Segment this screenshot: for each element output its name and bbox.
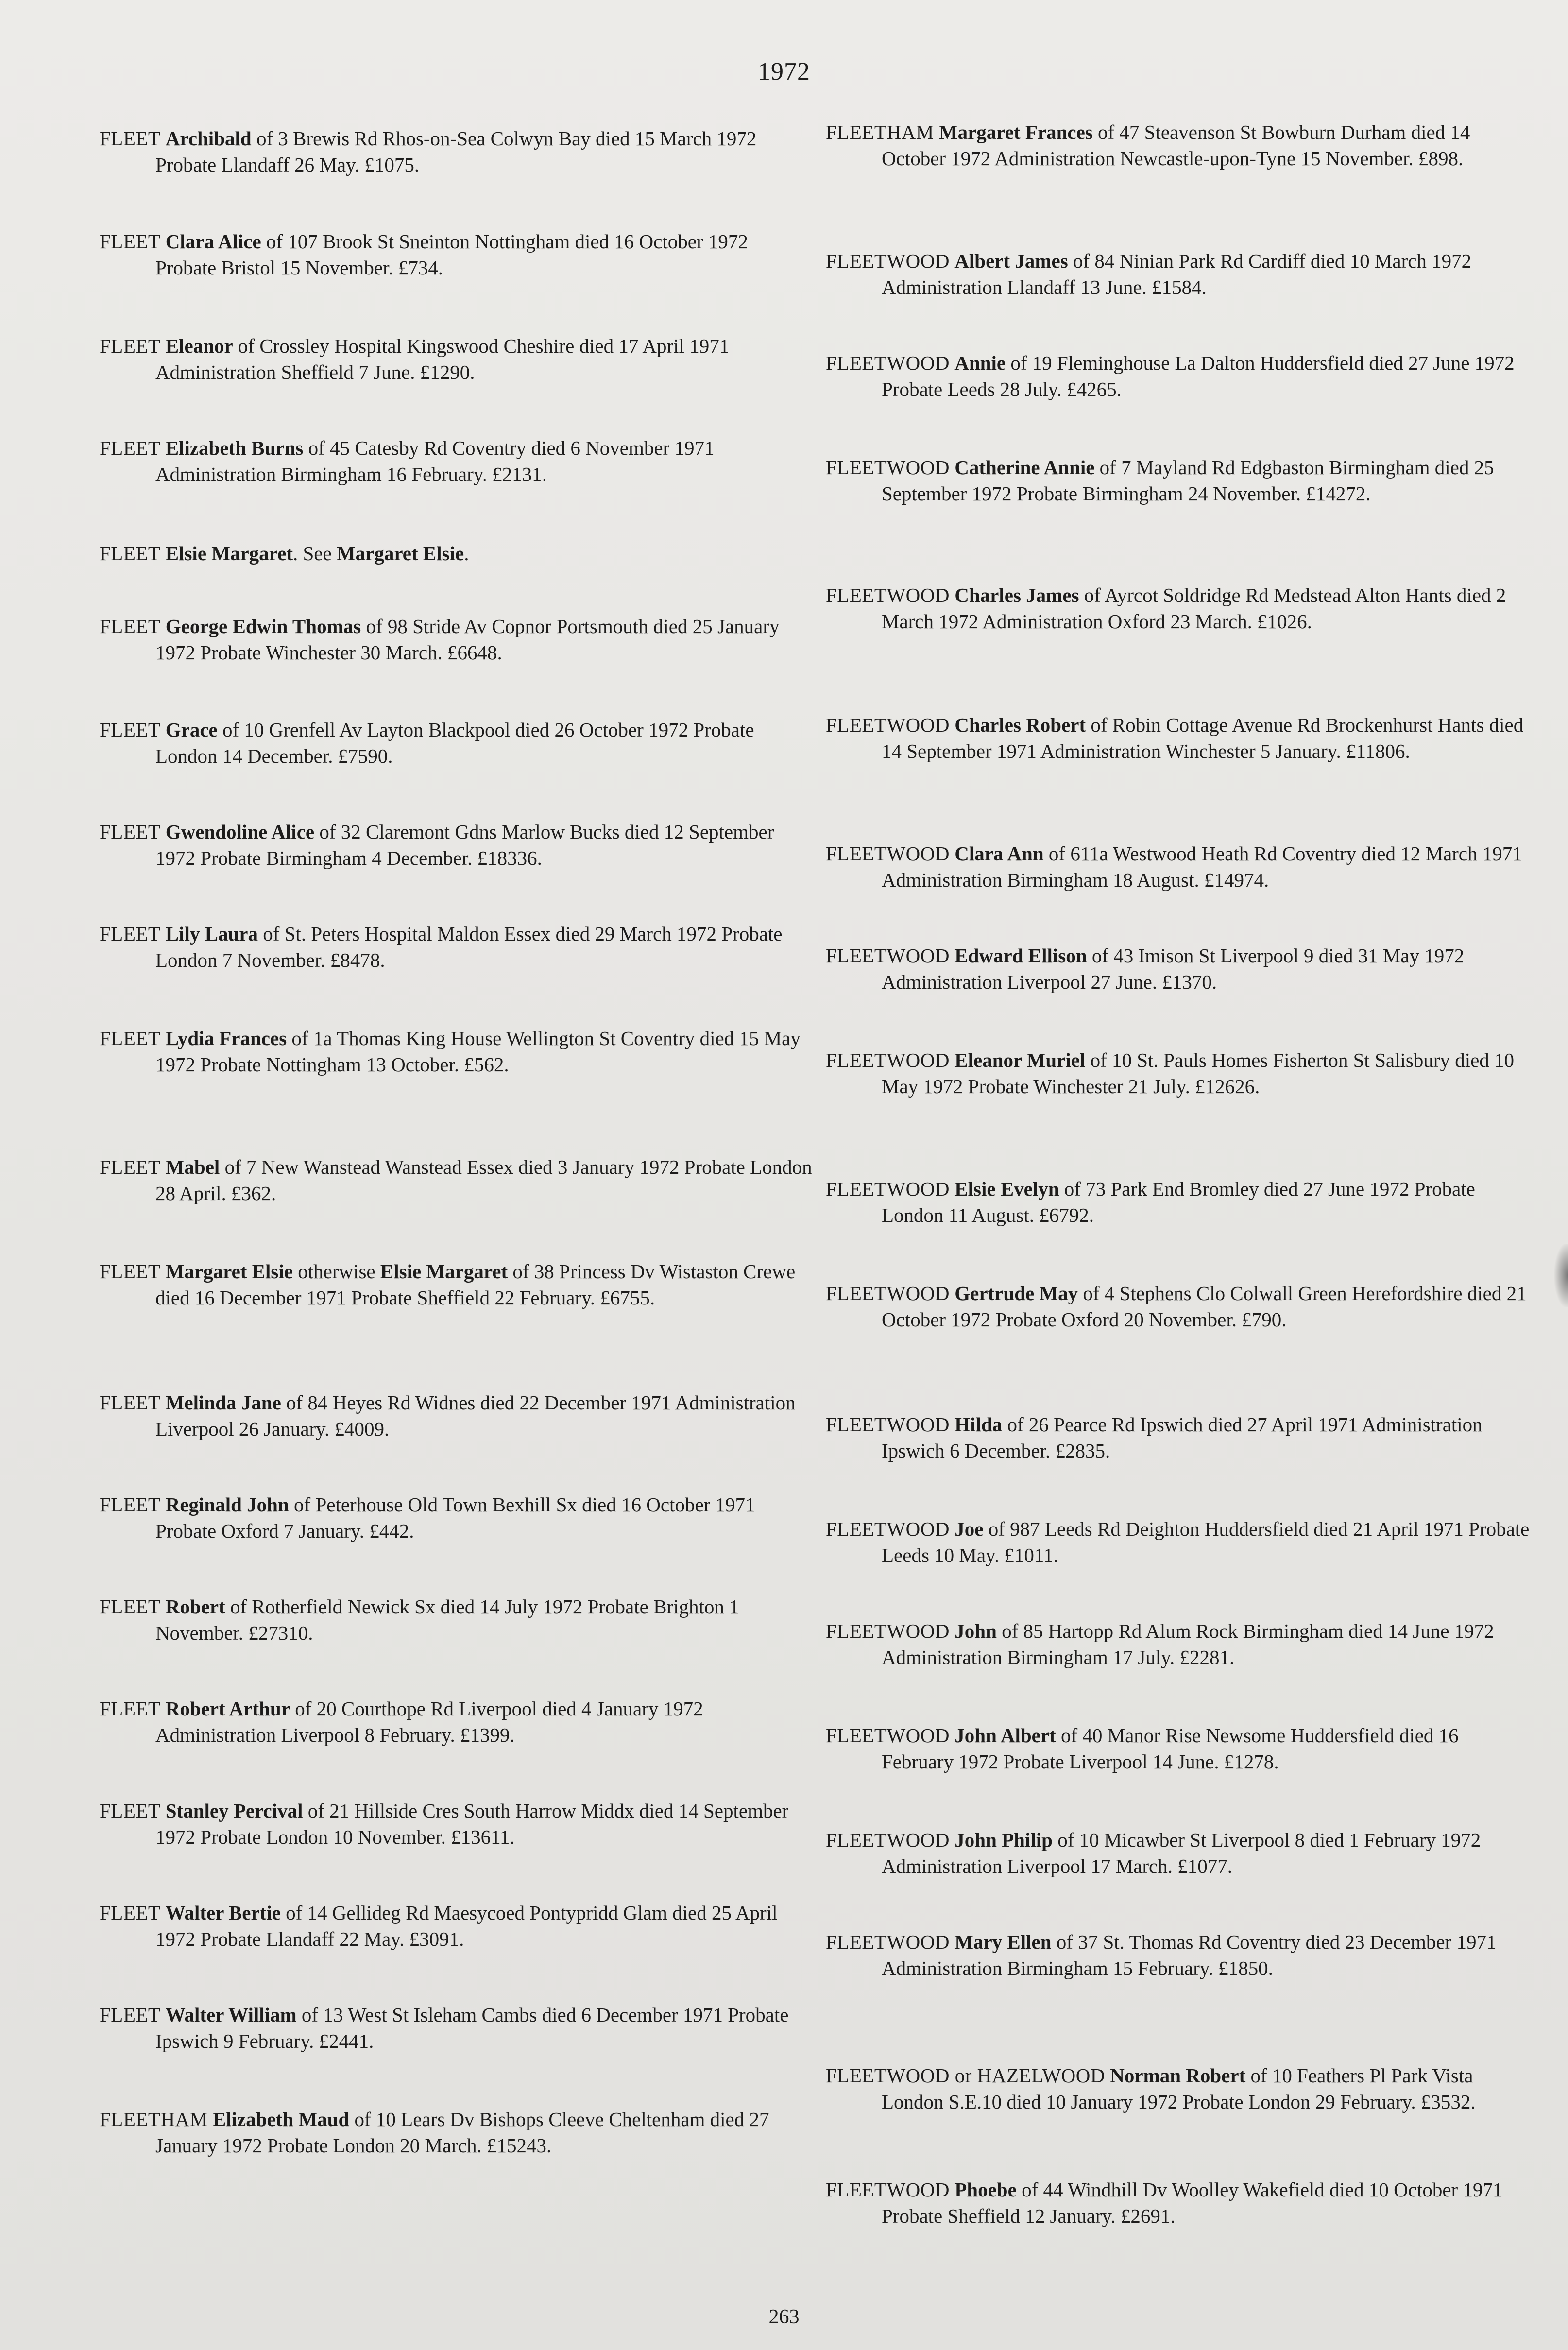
entry-given-names: Charles Robert xyxy=(954,714,1086,736)
probate-entry xyxy=(826,1827,1530,1879)
entry-details: of 611a Westwood Heath Rd Coventry died 12 March 1971 Administration Birmingham 18 August. £14974. xyxy=(882,842,1522,891)
entry-text xyxy=(826,119,1530,172)
entry-surname: FLEET xyxy=(100,2004,161,2026)
entry-details: of 987 Leeds Rd Deighton Huddersfield died 21 April 1971 Probate Leeds 10 May. £1011. xyxy=(882,1518,1530,1566)
probate-entry xyxy=(826,712,1530,764)
entry-text xyxy=(826,350,1530,402)
entry-surname: FLEET xyxy=(100,1260,161,1283)
entry-text xyxy=(100,1492,814,1544)
probate-entry xyxy=(826,1516,1530,1568)
entry-given-names: Walter Bertie xyxy=(165,1902,281,1924)
entry-surname: FLEET xyxy=(100,615,161,637)
entry-surname: FLEETWOOD xyxy=(826,1413,950,1436)
entry-given-names: Elsie Evelyn xyxy=(954,1178,1059,1200)
entry-details: of Robin Cottage Avenue Rd Brockenhurst Hants died 14 September 1971 Administration Winchester 5 January. £11806. xyxy=(882,714,1524,762)
entry-surname: FLEET xyxy=(100,923,161,945)
entry-given-names: John xyxy=(954,1620,997,1642)
entry-text xyxy=(826,2062,1530,2115)
probate-entry xyxy=(826,350,1530,402)
entry-surname: FLEETWOOD xyxy=(826,250,950,272)
entry-given-names: John Albert xyxy=(954,1724,1056,1747)
entry-given-names: Edward Ellison xyxy=(954,944,1087,967)
entry-details-tail: of 38 Princess Dv Wistaston Crewe died 16 December 1971 Probate Sheffield 22 February. £6755. xyxy=(155,1260,796,1309)
probate-entry xyxy=(826,841,1530,893)
entry-details: of 47 Steavenson St Bowburn Durham died 14 October 1972 Administration Newcastle-upon-Tyne 15 November. £898. xyxy=(882,121,1470,170)
probate-entry xyxy=(100,1798,814,1850)
entry-given-names: Annie xyxy=(954,352,1006,374)
entry-details: of 13 West St Isleham Cambs died 6 December 1971 Probate Ipswich 9 February. £2441. xyxy=(155,2004,789,2052)
entry-given-names: Charles James xyxy=(954,584,1079,606)
probate-entry xyxy=(100,613,814,666)
entry-text xyxy=(100,1798,814,1850)
entry-surname: FLEET xyxy=(100,542,161,565)
entry-text xyxy=(100,1025,814,1078)
entry-text xyxy=(100,2002,814,2054)
entry-text xyxy=(826,1047,1530,1099)
entry-surname: FLEETWOOD xyxy=(826,352,950,374)
entry-text xyxy=(826,1827,1530,1879)
entry-given-names: Gwendoline Alice xyxy=(165,821,315,843)
entry-given-names: Gertrude May xyxy=(954,1282,1078,1304)
entry-text xyxy=(826,1411,1530,1464)
probate-entry xyxy=(826,943,1530,995)
entry-surname: FLEETWOOD xyxy=(826,1178,950,1200)
entry-given-names: Reginald John xyxy=(165,1493,289,1516)
entry-surname: FLEET xyxy=(100,335,161,357)
entry-details: of 7 New Wanstead Wanstead Essex died 3 January 1972 Probate London 28 April. £362. xyxy=(155,1156,812,1204)
entry-surname: FLEETWOOD xyxy=(826,1282,950,1304)
entry-surname: FLEETWOOD xyxy=(826,1049,950,1071)
probate-entry xyxy=(100,1025,814,1078)
entry-surname: FLEET xyxy=(100,1698,161,1720)
entry-text xyxy=(826,1722,1530,1775)
entry-given-names: Norman Robert xyxy=(1110,2064,1246,2087)
entry-details: of 85 Hartopp Rd Alum Rock Birmingham died 14 June 1972 Administration Birmingham 17 July. £2281. xyxy=(882,1620,1494,1668)
entry-details: of 20 Courthope Rd Liverpool died 4 January 1972 Administration Liverpool 8 February. £1399. xyxy=(155,1698,703,1746)
entry-text xyxy=(100,228,814,281)
entry-text xyxy=(826,943,1530,995)
entry-cross-reference: Margaret Elsie xyxy=(336,542,464,565)
entry-text xyxy=(100,1154,814,1206)
entry-details: of 84 Heyes Rd Widnes died 22 December 1971 Administration Liverpool 26 January. £4009. xyxy=(155,1391,796,1440)
entry-surname: FLEETWOOD xyxy=(826,1931,950,1953)
entry-given-names: Margaret Elsie xyxy=(165,1260,293,1283)
entry-details: of 7 Mayland Rd Edgbaston Birmingham died 25 September 1972 Probate Birmingham 24 November. £14272. xyxy=(882,456,1494,505)
entry-given-names: Margaret Frances xyxy=(938,121,1093,143)
probate-entry xyxy=(826,1722,1530,1775)
entry-given-names: Elizabeth Burns xyxy=(165,437,304,459)
entry-text xyxy=(826,248,1530,300)
page-number: 263 xyxy=(768,2306,800,2328)
probate-entry xyxy=(100,1389,814,1442)
entry-given-names: Mabel xyxy=(165,1156,220,1178)
entry-given-names: Catherine Annie xyxy=(954,456,1095,479)
entry-details: of 44 Windhill Dv Woolley Wakefield died 10 October 1971 Probate Sheffield 12 January. £2691. xyxy=(882,2178,1503,2227)
entry-details: . See xyxy=(292,542,337,565)
entry-given-names: Grace xyxy=(165,719,218,741)
entry-details: of 1a Thomas King House Wellington St Coventry died 15 May 1972 Probate Nottingham 13 October. £562. xyxy=(155,1027,801,1076)
entry-surname: FLEETWOOD or HAZELWOOD xyxy=(826,2064,1105,2087)
entry-details: of 32 Claremont Gdns Marlow Bucks died 12 September 1972 Probate Birmingham 4 December. £18336. xyxy=(155,821,774,869)
entry-given-names: Robert Arthur xyxy=(165,1698,290,1720)
entry-details: of Crossley Hospital Kingswood Cheshire died 17 April 1971 Administration Sheffield 7 June. £1290. xyxy=(155,335,730,383)
entry-text xyxy=(100,1696,814,1748)
entry-details: of Peterhouse Old Town Bexhill Sx died 16 October 1971 Probate Oxford 7 January. £442. xyxy=(155,1493,755,1542)
entry-details: of 19 Fleminghouse La Dalton Huddersfield died 27 June 1972 Probate Leeds 28 July. £4265. xyxy=(882,352,1515,400)
entry-given-names: Lily Laura xyxy=(165,923,258,945)
entry-given-names: John Philip xyxy=(954,1829,1053,1851)
entry-text xyxy=(100,1258,814,1311)
entry-surname: FLEETWOOD xyxy=(826,1724,950,1747)
entry-surname: FLEET xyxy=(100,1800,161,1822)
probate-entry xyxy=(100,1258,814,1311)
page-edge-shadow xyxy=(1554,1244,1568,1307)
entry-surname: FLEETWOOD xyxy=(826,1620,950,1642)
entry-cross-reference: Elsie Margaret xyxy=(380,1260,508,1283)
probate-entry xyxy=(100,1900,814,1952)
entry-surname: FLEET xyxy=(100,230,161,253)
probate-entry xyxy=(100,2106,814,2159)
entry-surname: FLEET xyxy=(100,1027,161,1049)
entry-given-names: Elsie Margaret xyxy=(165,542,293,565)
entry-surname: FLEET xyxy=(100,437,161,459)
entry-surname: FLEETWOOD xyxy=(826,714,950,736)
entry-given-names: George Edwin Thomas xyxy=(165,615,361,637)
entry-text xyxy=(826,1176,1530,1228)
probate-entry xyxy=(826,1618,1530,1670)
entry-given-names: Phoebe xyxy=(954,2178,1017,2201)
entry-text xyxy=(826,1280,1530,1333)
entry-given-names: Lydia Frances xyxy=(165,1027,287,1049)
entry-text xyxy=(826,841,1530,893)
entry-text xyxy=(100,613,814,666)
entry-surname: FLEET xyxy=(100,1156,161,1178)
probate-entry xyxy=(100,1154,814,1206)
probate-entry xyxy=(826,1929,1530,1981)
entry-surname: FLEETWOOD xyxy=(826,584,950,606)
entry-surname: FLEETWOOD xyxy=(826,456,950,479)
entry-text xyxy=(100,1900,814,1952)
entry-surname: FLEET xyxy=(100,1391,161,1414)
entry-given-names: Mary Ellen xyxy=(954,1931,1052,1953)
entry-details: of Rotherfield Newick Sx died 14 July 1972 Probate Brighton 1 November. £27310. xyxy=(155,1595,739,1644)
entry-text xyxy=(100,717,814,769)
entry-details: of 84 Ninian Park Rd Cardiff died 10 March 1972 Administration Llandaff 13 June. £1584. xyxy=(882,250,1472,298)
entry-surname: FLEET xyxy=(100,821,161,843)
entry-surname: FLEETWOOD xyxy=(826,842,950,865)
probate-entry xyxy=(826,1280,1530,1333)
entry-text xyxy=(100,540,814,566)
entry-details: of 40 Manor Rise Newsome Huddersfield died 16 February 1972 Probate Liverpool 14 June. £1278. xyxy=(882,1724,1459,1773)
entry-given-names: Albert James xyxy=(954,250,1068,272)
entry-details: of 43 Imison St Liverpool 9 died 31 May 1972 Administration Liverpool 27 June. £1370. xyxy=(882,944,1465,993)
entry-given-names: Walter William xyxy=(165,2004,297,2026)
entry-given-names: Hilda xyxy=(954,1413,1003,1436)
entry-surname: FLEETHAM xyxy=(826,121,934,143)
entry-surname: FLEETWOOD xyxy=(826,1518,950,1540)
entry-given-names: Robert xyxy=(165,1595,225,1618)
entry-text xyxy=(826,1929,1530,1981)
entry-text xyxy=(826,454,1530,507)
entry-text xyxy=(100,921,814,973)
entry-surname: FLEET xyxy=(100,1902,161,1924)
entry-details: of 14 Gellideg Rd Maesycoed Pontypridd Glam died 25 April 1972 Probate Llandaff 22 May. £3091. xyxy=(155,1902,778,1950)
entry-details: of 45 Catesby Rd Coventry died 6 November 1971 Administration Birmingham 16 February. £2131. xyxy=(155,437,715,485)
entry-given-names: Elizabeth Maud xyxy=(212,2108,350,2130)
entry-details: of 10 Feathers Pl Park Vista London S.E.10 died 10 January 1972 Probate London 29 February. £3532. xyxy=(882,2064,1476,2113)
probate-entry xyxy=(100,717,814,769)
probate-entry xyxy=(826,2062,1530,2115)
entry-text xyxy=(100,2106,814,2159)
entry-details: of 4 Stephens Clo Colwall Green Herefordshire died 21 October 1972 Probate Oxford 20 November. £790. xyxy=(882,1282,1527,1331)
entry-text xyxy=(826,712,1530,764)
entry-surname: FLEET xyxy=(100,1595,161,1618)
entry-details: of 26 Pearce Rd Ipswich died 27 April 1971 Administration Ipswich 6 December. £2835. xyxy=(882,1413,1483,1462)
entry-text xyxy=(100,435,814,487)
entry-surname: FLEET xyxy=(100,1493,161,1516)
probate-entry xyxy=(826,248,1530,300)
probate-entry xyxy=(826,2177,1530,2229)
entry-given-names: Eleanor Muriel xyxy=(954,1049,1086,1071)
entry-text xyxy=(100,333,814,385)
entry-given-names: Clara Ann xyxy=(954,842,1044,865)
entry-given-names: Eleanor xyxy=(165,335,233,357)
probate-entry xyxy=(826,454,1530,507)
entry-details: of 107 Brook St Sneinton Nottingham died 16 October 1972 Probate Bristol 15 November. £734. xyxy=(155,230,748,279)
entry-given-names: Joe xyxy=(954,1518,984,1540)
entry-details: of 3 Brewis Rd Rhos-on-Sea Colwyn Bay died 15 March 1972 Probate Llandaff 26 May. £1075. xyxy=(155,127,757,176)
probate-entry xyxy=(100,228,814,281)
probate-entry xyxy=(100,819,814,871)
entry-text xyxy=(100,1594,814,1646)
entry-surname: FLEET xyxy=(100,127,161,150)
entry-text xyxy=(100,819,814,871)
probate-entry xyxy=(826,119,1530,172)
entry-details: of 37 St. Thomas Rd Coventry died 23 December 1971 Administration Birmingham 15 February. £1850. xyxy=(882,1931,1497,1979)
entry-details: of 10 St. Pauls Homes Fisherton St Salisbury died 10 May 1972 Probate Winchester 21 July. £12626. xyxy=(882,1049,1515,1098)
entry-text xyxy=(100,125,814,178)
entry-details: of 10 Micawber St Liverpool 8 died 1 February 1972 Administration Liverpool 17 March. £1077. xyxy=(882,1829,1481,1877)
entry-text xyxy=(826,1618,1530,1670)
page-year-header: 1972 xyxy=(758,58,810,86)
probate-entry xyxy=(100,921,814,973)
entry-details: otherwise xyxy=(292,1260,380,1283)
entry-details: of 10 Lears Dv Bishops Cleeve Cheltenham died 27 January 1972 Probate London 20 March. £15243. xyxy=(155,2108,769,2157)
entry-details-tail: . xyxy=(464,542,469,565)
entry-given-names: Stanley Percival xyxy=(165,1800,303,1822)
probate-entry xyxy=(100,125,814,178)
entry-details: of 73 Park End Bromley died 27 June 1972 Probate London 11 August. £6792. xyxy=(882,1178,1475,1226)
entry-surname: FLEETHAM xyxy=(100,2108,208,2130)
entry-text xyxy=(826,1516,1530,1568)
probate-entry xyxy=(826,582,1530,635)
entry-details: of 10 Grenfell Av Layton Blackpool died 26 October 1972 Probate London 14 December. £7590. xyxy=(155,719,754,767)
entry-given-names: Melinda Jane xyxy=(165,1391,281,1414)
entry-details: of 21 Hillside Cres South Harrow Middx died 14 September 1972 Probate London 10 November. £13611. xyxy=(155,1800,789,1848)
probate-entry xyxy=(100,540,814,566)
entry-given-names: Archibald xyxy=(165,127,252,150)
probate-entry xyxy=(100,1594,814,1646)
entry-given-names: Clara Alice xyxy=(165,230,261,253)
probate-entry xyxy=(826,1411,1530,1464)
entry-surname: FLEETWOOD xyxy=(826,944,950,967)
entry-details: of Ayrcot Soldridge Rd Medstead Alton Hants died 2 March 1972 Administration Oxford 23 March. £1026. xyxy=(882,584,1506,633)
probate-entry xyxy=(826,1047,1530,1099)
entry-text xyxy=(100,1389,814,1442)
entry-details: of St. Peters Hospital Maldon Essex died 29 March 1972 Probate London 7 November. £8478. xyxy=(155,923,783,971)
probate-entry xyxy=(100,1492,814,1544)
entry-surname: FLEET xyxy=(100,719,161,741)
probate-entry xyxy=(100,333,814,385)
probate-entry xyxy=(100,1696,814,1748)
probate-entry xyxy=(100,2002,814,2054)
entry-text xyxy=(826,582,1530,635)
entry-surname: FLEETWOOD xyxy=(826,2178,950,2201)
probate-entry xyxy=(100,435,814,487)
probate-entry xyxy=(826,1176,1530,1228)
entry-surname: FLEETWOOD xyxy=(826,1829,950,1851)
entry-details: of 98 Stride Av Copnor Portsmouth died 25 January 1972 Probate Winchester 30 March. £6648. xyxy=(155,615,780,664)
entry-text xyxy=(826,2177,1530,2229)
